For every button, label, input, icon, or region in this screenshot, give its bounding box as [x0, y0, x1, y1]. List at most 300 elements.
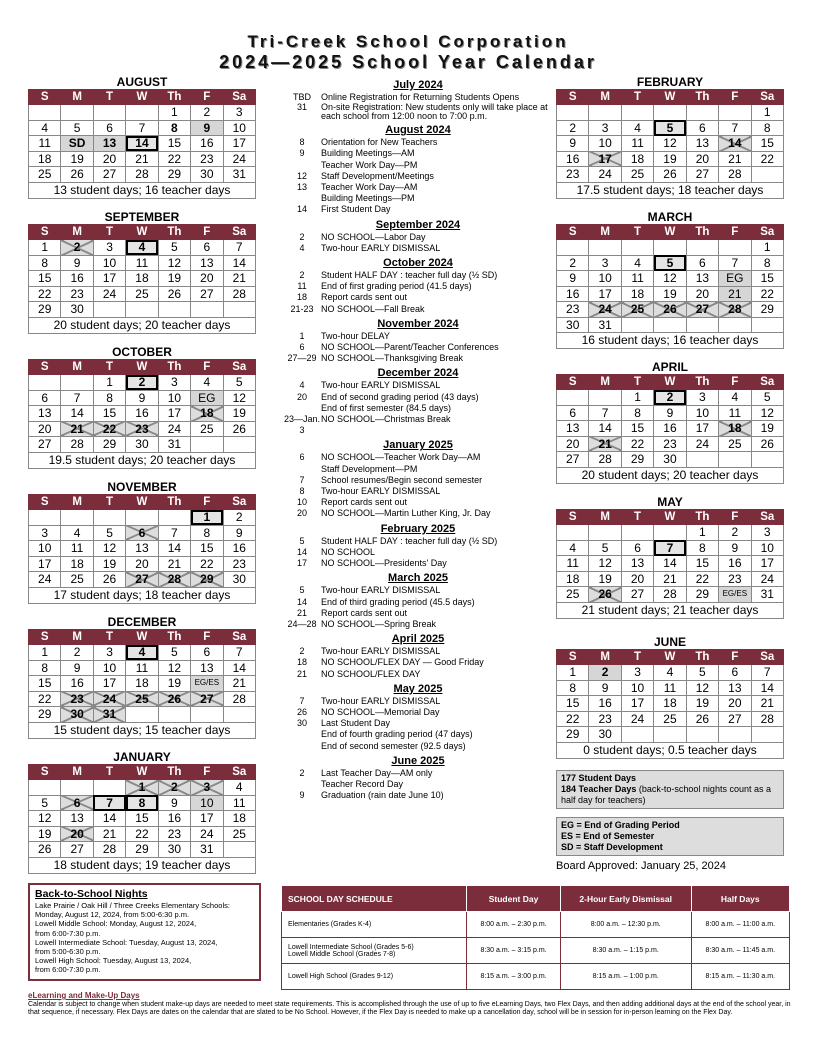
day-cell: 22: [191, 556, 223, 572]
day-cell: 25: [191, 421, 223, 437]
month-title: JUNE: [653, 635, 686, 649]
day-cell: 6: [191, 645, 223, 661]
day-cell: 31: [751, 587, 783, 603]
day-cell: 10: [93, 660, 125, 676]
day-cell: 6: [557, 405, 589, 421]
day-cell: 18: [126, 676, 158, 692]
weekday-header: T: [621, 225, 653, 240]
day-cell: 28: [126, 167, 158, 183]
day-cell: 9: [126, 390, 158, 406]
day-cell: 11: [621, 271, 653, 287]
day-cell: 4: [621, 255, 653, 271]
weekday-header: F: [719, 90, 751, 105]
day-cell: 14: [719, 136, 751, 152]
day-cell: [654, 525, 686, 541]
day-cell: 23: [589, 711, 621, 727]
board-approved: Board Approved: January 25, 2024: [556, 860, 727, 872]
day-cell: 30: [654, 452, 686, 468]
day-cell: 19: [61, 151, 93, 167]
day-cell: 10: [93, 255, 125, 271]
day-cell: [719, 105, 751, 121]
day-cell: 15: [29, 271, 61, 287]
day-cell: 26: [93, 572, 125, 588]
day-cell: 14: [223, 660, 255, 676]
event-row: [283, 585, 553, 596]
day-cell: 30: [61, 707, 93, 723]
day-cell: 22: [621, 436, 653, 452]
weekday-header: Th: [158, 225, 190, 240]
day-cell: 22: [29, 691, 61, 707]
month-grid: [556, 374, 784, 468]
day-cell: 28: [158, 572, 190, 588]
event-month-heading: August 2024: [385, 124, 451, 137]
month-grid: [556, 224, 784, 333]
event-row: [283, 292, 553, 303]
event-row: [283, 204, 553, 215]
event-date: [283, 741, 321, 752]
day-cell: 21: [126, 151, 158, 167]
day-cell: [93, 780, 125, 796]
day-cell: 18: [621, 151, 653, 167]
calendar-may: [556, 496, 784, 619]
day-cell: 8: [29, 660, 61, 676]
weekday-header: M: [589, 225, 621, 240]
day-cell: 9: [158, 795, 190, 811]
day-cell: 19: [223, 406, 255, 422]
day-cell: 26: [29, 842, 61, 858]
weekday-header: F: [191, 630, 223, 645]
day-cell: [557, 390, 589, 406]
month-title: APRIL: [652, 360, 688, 374]
weekday-header: S: [557, 510, 589, 525]
day-cell: 13: [191, 660, 223, 676]
event-desc: End of second semester (92.5 days): [321, 740, 466, 751]
weekday-header: Sa: [751, 225, 783, 240]
event-desc: NO SCHOOL: [321, 546, 376, 557]
day-cell: EG/ES: [719, 587, 751, 603]
weekday-header: T: [621, 90, 653, 105]
day-cell: 27: [719, 711, 751, 727]
day-cell: 20: [686, 286, 718, 302]
day-cell: 5: [158, 645, 190, 661]
day-cell: 19: [589, 571, 621, 587]
weekday-header: T: [621, 510, 653, 525]
day-cell: 21: [61, 421, 93, 437]
day-cell: 6: [29, 390, 61, 406]
day-cell: 4: [223, 780, 255, 796]
event-row: [283, 281, 553, 292]
day-cell: 2: [158, 780, 190, 796]
event-date: 8: [299, 137, 305, 148]
weekday-header: T: [93, 765, 125, 780]
day-cell: 13: [557, 421, 589, 437]
day-cell: [191, 302, 223, 318]
event-desc: NO SCHOOL—Martin Luther King, Jr. Day: [321, 508, 491, 519]
day-cell: 31: [93, 707, 125, 723]
event-row: [283, 414, 553, 436]
day-cell: EG: [191, 390, 223, 406]
day-cell: 20: [93, 151, 125, 167]
month-grid: [28, 89, 256, 183]
event-date: 20: [296, 391, 307, 402]
event-desc: Teacher Work Day—PM: [321, 159, 418, 170]
event-row: [283, 232, 553, 243]
event-date: 11: [297, 281, 307, 292]
day-cell: 2: [191, 105, 223, 121]
legend-eg: EG = End of Grading Period: [561, 820, 680, 830]
event-date: 2: [299, 767, 305, 778]
day-cell: [223, 302, 255, 318]
day-cell: 13: [719, 680, 751, 696]
event-date: 10: [296, 497, 307, 508]
event-row: [283, 597, 553, 608]
day-cell: 11: [621, 136, 653, 152]
event-month-heading: June 2025: [391, 754, 445, 767]
day-cell: 1: [751, 105, 783, 121]
day-cell: 5: [589, 540, 621, 556]
day-cell: 22: [751, 151, 783, 167]
day-cell: 22: [126, 826, 158, 842]
event-row: [283, 547, 553, 558]
event-month-heading: February 2025: [380, 522, 456, 535]
weekday-header: Sa: [223, 225, 255, 240]
weekday-header: W: [654, 650, 686, 665]
event-row: [283, 403, 553, 414]
day-cell: 30: [191, 167, 223, 183]
day-cell: 26: [589, 587, 621, 603]
event-date: [283, 403, 321, 414]
weekday-header: F: [719, 225, 751, 240]
day-cell: 23: [557, 167, 589, 183]
day-cell: 1: [686, 525, 718, 541]
day-cell: 29: [158, 167, 190, 183]
day-cell: 25: [719, 436, 751, 452]
day-cell: 6: [686, 120, 718, 136]
day-cell: 16: [191, 136, 223, 152]
day-count: 21 student days; 21 teacher days: [556, 603, 784, 619]
event-row: [283, 729, 553, 740]
day-cell: 30: [126, 437, 158, 453]
day-cell: 10: [686, 405, 718, 421]
day-cell: 12: [158, 660, 190, 676]
day-cell: 24: [158, 421, 190, 437]
month-title: SEPTEMBER: [104, 210, 180, 224]
day-cell: 8: [751, 120, 783, 136]
weekday-header: W: [654, 510, 686, 525]
weekday-header: W: [654, 375, 686, 390]
day-cell: 12: [93, 541, 125, 557]
day-cell: 11: [223, 795, 255, 811]
event-desc: Online Registration for Returning Students Opens: [321, 92, 520, 102]
event-date: 5: [299, 585, 305, 596]
weekday-header: F: [719, 510, 751, 525]
event-date: 9: [299, 790, 305, 801]
day-cell: 19: [686, 696, 718, 712]
event-row: [283, 768, 553, 779]
event-date: 14: [296, 546, 307, 557]
day-cell: 19: [654, 286, 686, 302]
event-row: [283, 392, 553, 403]
event-row: [283, 646, 553, 657]
event-date: [283, 779, 321, 790]
day-cell: 2: [719, 525, 751, 541]
event-desc: End of third grading period (45.5 days): [321, 596, 475, 607]
weekday-header: S: [29, 765, 61, 780]
day-cell: [93, 105, 125, 121]
day-cell: 6: [719, 665, 751, 681]
day-cell: 27: [686, 167, 718, 183]
day-cell: [751, 317, 783, 333]
day-cell: 17: [621, 696, 653, 712]
day-cell: 28: [223, 691, 255, 707]
day-cell: 4: [29, 120, 61, 136]
day-cell: [93, 510, 125, 526]
day-cell: 5: [654, 120, 686, 136]
event-desc: Orientation for New Teachers: [321, 137, 438, 148]
day-cell: 22: [751, 286, 783, 302]
event-desc: Last Teacher Day—AM only: [321, 767, 433, 778]
day-cell: 12: [29, 811, 61, 827]
day-cell: 7: [589, 405, 621, 421]
back-to-school-line: from 5:00-6:30 p.m.: [35, 947, 101, 957]
day-cell: 20: [719, 696, 751, 712]
event-row: [283, 243, 553, 254]
event-desc: NO SCHOOL—Christmas Break: [321, 414, 451, 425]
event-date: 2: [299, 646, 305, 657]
legend-sd: SD = Staff Development: [561, 842, 663, 852]
day-count: 20 student days; 20 teacher days: [556, 468, 784, 484]
day-cell: 27: [93, 167, 125, 183]
event-date: 2: [299, 270, 305, 281]
day-cell: 22: [686, 571, 718, 587]
day-cell: 15: [191, 541, 223, 557]
day-cell: 13: [686, 136, 718, 152]
day-cell: 9: [557, 271, 589, 287]
day-cell: 9: [61, 660, 93, 676]
event-date: 6: [299, 342, 305, 353]
weekday-header: F: [191, 765, 223, 780]
event-date: 8: [299, 486, 305, 497]
day-cell: 11: [719, 405, 751, 421]
day-cell: 17: [158, 406, 190, 422]
event-desc: NO SCHOOL—Teacher Work Day—AM: [321, 452, 481, 463]
day-cell: 21: [223, 676, 255, 692]
event-desc: NO SCHOOL—Thanksgiving Break: [321, 353, 464, 364]
weekday-header: Sa: [223, 90, 255, 105]
day-cell: [621, 317, 653, 333]
day-cell: 23: [191, 151, 223, 167]
event-row: [283, 619, 553, 630]
schedule-header: Student Day: [467, 886, 561, 912]
day-count: 17 student days; 18 teacher days: [28, 588, 256, 604]
event-row: [283, 148, 553, 159]
day-cell: [61, 375, 93, 391]
day-cell: 26: [686, 711, 718, 727]
day-cell: [158, 510, 190, 526]
teacher-days-total: 184 Teacher Days: [561, 784, 637, 794]
day-cell: [61, 105, 93, 121]
day-cell: 14: [751, 680, 783, 696]
day-count: 17.5 student days; 18 teacher days: [556, 183, 784, 199]
day-cell: 17: [223, 136, 255, 152]
weekday-header: T: [93, 360, 125, 375]
event-desc: First Student Day: [321, 204, 391, 215]
day-cell: 27: [557, 452, 589, 468]
schedule-cell: 8:00 a.m. – 11:00 a.m.: [691, 912, 789, 938]
day-cell: 11: [126, 660, 158, 676]
day-cell: 11: [61, 541, 93, 557]
event-desc: On-site Registration: New students only will take place at each school from 12:00 noon to 7:00 p.m.: [321, 102, 548, 122]
calendar-jun: [556, 636, 784, 759]
event-desc: End of fourth grading period (47 days): [321, 729, 473, 740]
day-cell: 8: [126, 795, 158, 811]
schedule-cell: 8:15 a.m. – 1:00 p.m.: [560, 964, 691, 990]
day-cell: 7: [158, 525, 190, 541]
weekday-header: Sa: [751, 650, 783, 665]
day-cell: 1: [621, 390, 653, 406]
day-cell: 12: [158, 255, 190, 271]
month-title: FEBRUARY: [636, 75, 704, 89]
day-cell: 11: [654, 680, 686, 696]
event-date: 7: [299, 474, 305, 485]
day-cell: 23: [126, 421, 158, 437]
day-cell: 27: [686, 302, 718, 318]
event-desc: NO SCHOOL—Memorial Day: [321, 706, 440, 717]
day-cell: 29: [93, 437, 125, 453]
day-cell: [29, 375, 61, 391]
month-grid: [556, 89, 784, 183]
day-cell: 17: [191, 811, 223, 827]
event-date: [283, 193, 321, 204]
weekday-header: S: [29, 90, 61, 105]
day-cell: 18: [29, 151, 61, 167]
day-cell: 7: [93, 795, 125, 811]
day-cell: 18: [61, 556, 93, 572]
day-count: 19.5 student days; 20 teacher days: [28, 453, 256, 469]
day-cell: 21: [719, 286, 751, 302]
day-cell: 17: [589, 151, 621, 167]
day-cell: 5: [29, 795, 61, 811]
day-cell: 20: [621, 571, 653, 587]
day-cell: 30: [557, 317, 589, 333]
weekday-header: M: [589, 90, 621, 105]
day-cell: 17: [29, 556, 61, 572]
event-month-heading: July 2024: [393, 79, 443, 91]
day-cell: 8: [29, 255, 61, 271]
event-date: 30: [296, 718, 307, 729]
day-cell: 15: [751, 136, 783, 152]
day-cell: 16: [61, 271, 93, 287]
day-cell: 3: [223, 105, 255, 121]
event-desc: Two-hour EARLY DISMISSAL: [321, 695, 441, 706]
day-cell: 23: [557, 302, 589, 318]
day-count: 13 student days; 16 teacher days: [28, 183, 256, 199]
day-cell: 16: [158, 811, 190, 827]
day-cell: 23: [654, 436, 686, 452]
day-cell: 26: [158, 691, 190, 707]
day-cell: 1: [93, 375, 125, 391]
day-cell: [223, 437, 255, 453]
event-desc: End of second grading period (43 days): [321, 391, 479, 402]
event-desc: Two-hour DELAY: [321, 330, 390, 341]
weekday-header: M: [61, 630, 93, 645]
event-date: 24—28: [287, 618, 317, 629]
day-cell: 20: [61, 826, 93, 842]
day-cell: 16: [719, 556, 751, 572]
event-desc: Graduation (rain date June 10): [321, 790, 444, 801]
day-cell: 7: [126, 120, 158, 136]
event-desc: Staff Development/Meetings: [321, 170, 434, 181]
day-count: 18 student days; 19 teacher days: [28, 858, 256, 874]
schedule-header: SCHOOL DAY SCHEDULE: [282, 886, 467, 912]
month-title: MAY: [657, 495, 683, 509]
day-cell: 10: [589, 136, 621, 152]
day-cell: 27: [29, 437, 61, 453]
day-count: 16 student days; 16 teacher days: [556, 333, 784, 349]
day-cell: 3: [29, 525, 61, 541]
calendar-sep: [28, 211, 256, 334]
day-cell: 29: [191, 572, 223, 588]
event-desc: Two-hour EARLY DISMISSAL: [321, 380, 441, 391]
month-title: AUGUST: [116, 75, 168, 89]
weekday-header: Th: [686, 510, 718, 525]
day-count: 0 student days; 0.5 teacher days: [556, 743, 784, 759]
day-cell: 3: [686, 390, 718, 406]
day-cell: 13: [93, 136, 125, 152]
day-cell: EG: [719, 271, 751, 287]
event-desc: Two-hour EARLY DISMISSAL: [321, 242, 441, 253]
weekday-header: Th: [158, 765, 190, 780]
teacher-days-note: (back-to-school nights count as a half day for teachers): [561, 784, 771, 805]
event-row: [283, 182, 553, 193]
weekday-header: Th: [686, 375, 718, 390]
day-cell: [686, 105, 718, 121]
event-row: [283, 790, 553, 801]
day-cell: 12: [654, 136, 686, 152]
weekday-header: W: [126, 225, 158, 240]
day-cell: 15: [29, 676, 61, 692]
back-to-school-line: from 6:00-7:30 p.m.: [35, 965, 101, 975]
day-cell: 31: [223, 167, 255, 183]
day-cell: [654, 240, 686, 256]
day-cell: 28: [719, 302, 751, 318]
day-cell: 2: [654, 390, 686, 406]
back-to-school-line: Lowell High School: Tuesday, August 13, 2024,: [35, 956, 192, 966]
day-cell: 12: [589, 556, 621, 572]
schedule-cell: 8:00 a.m. – 2:30 p.m.: [467, 912, 561, 938]
event-row: [283, 464, 553, 475]
day-cell: 24: [751, 571, 783, 587]
event-row: [283, 331, 553, 342]
day-cell: 27: [621, 587, 653, 603]
day-cell: [589, 390, 621, 406]
event-date: [283, 160, 321, 171]
day-cell: 18: [719, 421, 751, 437]
day-cell: 16: [557, 286, 589, 302]
day-cell: 23: [61, 286, 93, 302]
day-cell: 3: [621, 665, 653, 681]
day-cell: 18: [557, 571, 589, 587]
event-date: 23—Jan. 3: [283, 414, 321, 436]
day-cell: 5: [654, 255, 686, 271]
month-grid: [28, 494, 256, 588]
event-desc: Report cards sent out: [321, 497, 408, 508]
day-cell: 10: [158, 390, 190, 406]
day-cell: 12: [686, 680, 718, 696]
weekday-header: Th: [158, 630, 190, 645]
day-cell: 4: [557, 540, 589, 556]
weekday-header: Sa: [223, 360, 255, 375]
